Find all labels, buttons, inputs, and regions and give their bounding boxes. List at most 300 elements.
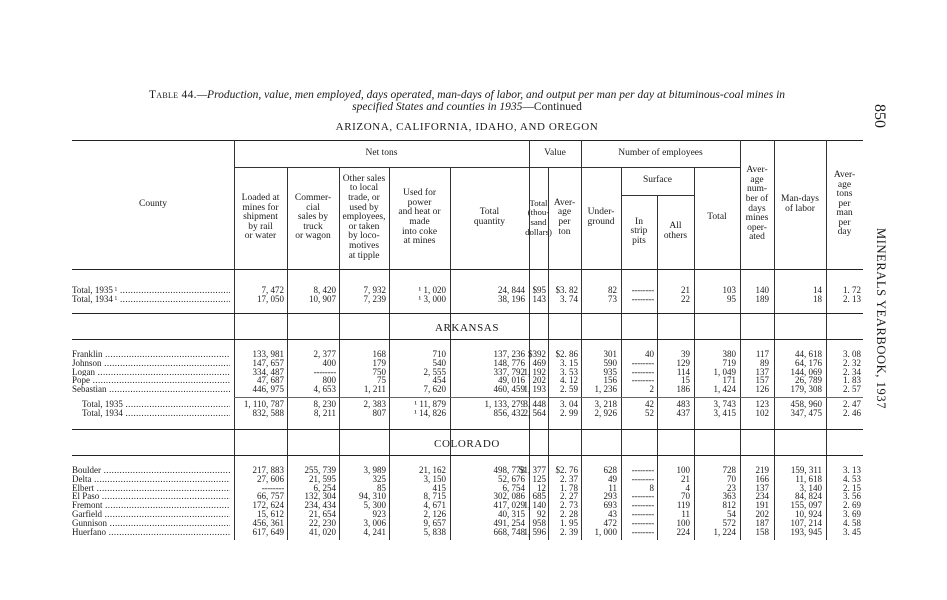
header-bottom-rule bbox=[72, 269, 863, 270]
header-text: Total bbox=[707, 212, 727, 223]
table-cell: 54 bbox=[727, 509, 736, 519]
table-cell: 171 bbox=[722, 375, 736, 386]
header-loaded bbox=[234, 167, 287, 269]
table-cell: 2. 73 bbox=[560, 500, 578, 511]
table-cell: 3, 006 bbox=[363, 517, 386, 528]
county-name: Total, 1934 ..... bbox=[72, 409, 230, 418]
table-cell: 293 bbox=[603, 491, 617, 502]
table-cell: 10, 907 bbox=[309, 293, 336, 304]
table-cell: 628 bbox=[603, 465, 617, 475]
table-cell: 3, 140 bbox=[799, 482, 822, 493]
table-cell: 117 bbox=[755, 349, 769, 359]
header-text: days bbox=[748, 203, 766, 214]
header-text: into coke bbox=[401, 226, 438, 237]
table-cell: 856, 432 bbox=[493, 407, 525, 418]
table-cell: 363 bbox=[722, 491, 736, 502]
subtotal-rule bbox=[234, 397, 863, 398]
table-cell: 22 bbox=[681, 293, 690, 304]
table-cell: $1, 377 bbox=[519, 465, 546, 475]
table-cell: 140 bbox=[755, 285, 769, 295]
header-text: others bbox=[663, 231, 688, 241]
table-cell: 22, 230 bbox=[309, 517, 336, 528]
table-cell bbox=[632, 528, 654, 537]
table-cell: ¹ 14, 826 bbox=[414, 407, 446, 418]
table-cell: 100 bbox=[676, 465, 690, 475]
table-row bbox=[72, 359, 863, 368]
header-text: used by bbox=[349, 202, 379, 213]
header-text: to local bbox=[349, 183, 379, 194]
table-cell: 4, 671 bbox=[423, 500, 446, 511]
table-cell: 125 bbox=[532, 473, 546, 484]
table-cell: 2, 383 bbox=[363, 399, 386, 409]
header-text: pits bbox=[632, 235, 646, 246]
table-cell: 84, 824 bbox=[795, 491, 822, 502]
table-cell: 8, 211 bbox=[313, 407, 336, 418]
table-cell: ¹ 1, 020 bbox=[418, 285, 446, 295]
county-name: Johnson ..... bbox=[72, 359, 230, 368]
table-cell: 728 bbox=[722, 465, 736, 475]
table-cell: 42 bbox=[645, 399, 654, 409]
table-cell: 325 bbox=[372, 473, 386, 484]
table-cell: 2. 37 bbox=[560, 473, 578, 484]
table-cell: 4, 241 bbox=[363, 526, 386, 537]
header-text: by rail bbox=[248, 221, 273, 232]
table-cell: 4, 653 bbox=[313, 384, 336, 395]
table-cell: 8 bbox=[649, 482, 654, 493]
table-cell: 6, 754 bbox=[502, 482, 525, 493]
table-cell: 2 bbox=[649, 384, 654, 395]
table-cell: 400 bbox=[322, 357, 336, 368]
table-cell: 1, 236 bbox=[594, 384, 617, 395]
table-cell: 119 bbox=[676, 500, 690, 511]
caption-suffix: —Continued bbox=[522, 101, 582, 113]
table-cell: 334, 487 bbox=[252, 366, 284, 377]
table-cell: 491, 254 bbox=[493, 517, 525, 528]
table-cell: 137 bbox=[755, 482, 769, 493]
table-cell: 47, 687 bbox=[257, 375, 284, 386]
table-cell: 92 bbox=[537, 509, 546, 519]
table-row bbox=[72, 286, 863, 295]
table-cell: 498, 773 bbox=[493, 465, 525, 475]
table-cell: 540 bbox=[432, 357, 446, 368]
table-cell: 437 bbox=[676, 407, 690, 418]
table-cell: 186 bbox=[676, 384, 690, 395]
table-cell: 719 bbox=[722, 357, 736, 368]
table-cell: 4 bbox=[685, 482, 690, 493]
header-text: or taken bbox=[348, 221, 380, 232]
table-cell: 2, 555 bbox=[423, 366, 446, 377]
table-cell: 44, 618 bbox=[795, 349, 822, 359]
table-cell: 4. 58 bbox=[843, 517, 861, 528]
header-used-power bbox=[389, 167, 450, 269]
table-cell: 3. 13 bbox=[843, 465, 861, 475]
page-number: 850 bbox=[871, 104, 888, 128]
header-surface-label: Surface bbox=[642, 175, 672, 186]
county-name: Franklin ..... bbox=[72, 350, 230, 359]
table-caption bbox=[72, 89, 862, 113]
table-cell: 7, 472 bbox=[261, 285, 284, 295]
table-cell: 217, 883 bbox=[252, 465, 284, 475]
table-cell: 95 bbox=[727, 293, 736, 304]
county-name: Total, 1935 $^1$ ..... bbox=[72, 286, 230, 295]
header-text: at mines bbox=[403, 236, 436, 247]
table-cell: 3, 415 bbox=[713, 407, 736, 418]
table-cell: 75 bbox=[377, 375, 386, 386]
header-number-employees-label: Number of employees bbox=[618, 147, 703, 158]
table-cell: 148, 776 bbox=[493, 357, 525, 368]
table-cell: 693 bbox=[603, 500, 617, 511]
section-title: ARIZONA, CALIFORNIA, IDAHO, AND OREGON bbox=[335, 121, 599, 133]
table-cell: 8, 715 bbox=[423, 491, 446, 502]
table-row bbox=[72, 492, 863, 501]
table-cell: 2. 39 bbox=[560, 526, 578, 537]
header-text: ton bbox=[558, 226, 571, 237]
table-cell: 3. 15 bbox=[560, 357, 578, 368]
header-text: Used for bbox=[403, 188, 436, 199]
table-cell: 147, 657 bbox=[252, 357, 284, 368]
table-cell: 456, 361 bbox=[252, 517, 284, 528]
header-text: Aver- bbox=[833, 169, 856, 180]
header-text: strip bbox=[630, 226, 648, 237]
table-cell: 89 bbox=[760, 357, 769, 368]
table-cell: 1, 000 bbox=[594, 526, 617, 537]
table-cell: 1, 193 bbox=[523, 384, 546, 395]
table-cell: 2. 46 bbox=[843, 407, 861, 418]
table-cell: 2. 28 bbox=[560, 509, 578, 519]
table-cell: 2, 126 bbox=[423, 509, 446, 519]
header-total-employees bbox=[694, 167, 740, 269]
header-text: Commer- bbox=[294, 193, 332, 204]
table-row bbox=[72, 484, 863, 493]
county-name: Elbert ..... bbox=[72, 484, 230, 493]
table-cell: 685 bbox=[532, 491, 546, 502]
table-cell: 1, 224 bbox=[713, 526, 736, 537]
table-cell: 7, 620 bbox=[423, 384, 446, 395]
table-cell: 94, 310 bbox=[359, 491, 386, 502]
table-cell: 49, 016 bbox=[498, 375, 525, 386]
header-text: shipment bbox=[243, 212, 278, 223]
table-row bbox=[72, 475, 863, 484]
header-text: In bbox=[635, 216, 643, 227]
table-cell: 11 bbox=[608, 482, 617, 493]
table-cell: 202 bbox=[755, 509, 769, 519]
table-cell: 10, 924 bbox=[795, 509, 822, 519]
table-cell: 4. 53 bbox=[843, 473, 861, 484]
header-text: ated bbox=[749, 232, 765, 243]
header-text: ber of bbox=[745, 193, 769, 204]
state-heading-colorado: COLORADO bbox=[434, 438, 500, 450]
table-cell: 114 bbox=[676, 366, 690, 377]
table-cell: 3. 08 bbox=[843, 349, 861, 359]
table-cell: 52, 676 bbox=[498, 473, 525, 484]
table-cell: 483 bbox=[676, 399, 690, 409]
table-cell: 469 bbox=[532, 357, 546, 368]
table-cell: 179, 308 bbox=[790, 384, 822, 395]
header-avg-days bbox=[740, 140, 774, 269]
table-cell: 43 bbox=[608, 509, 617, 519]
table-cell: 347, 475 bbox=[790, 407, 822, 418]
table-cell: 5, 300 bbox=[363, 500, 386, 511]
table-cell: 40 bbox=[645, 349, 654, 359]
table-cell: 1, 424 bbox=[713, 384, 736, 395]
table-cell: 3. 53 bbox=[560, 366, 578, 377]
table-cell: 8, 230 bbox=[313, 399, 336, 409]
table-cell: 2. 57 bbox=[843, 384, 861, 395]
table-cell: 103 bbox=[722, 285, 736, 295]
table-cell: 3, 218 bbox=[594, 399, 617, 409]
header-text: num- bbox=[746, 184, 768, 195]
header-text: truck bbox=[303, 221, 323, 232]
header-total-value bbox=[525, 167, 552, 269]
table-cell: 234 bbox=[755, 491, 769, 502]
header-underground bbox=[581, 167, 621, 269]
table-cell: 39 bbox=[681, 349, 690, 359]
table-cell: 38, 196 bbox=[498, 293, 525, 304]
table-cell: 1, 192 bbox=[523, 366, 546, 377]
table-cell: 1. 72 bbox=[843, 285, 861, 295]
table-cell: 73 bbox=[608, 293, 617, 304]
table-cell: 11, 618 bbox=[795, 473, 822, 484]
header-text: power bbox=[407, 197, 432, 208]
table-cell: 21, 595 bbox=[309, 473, 336, 484]
table-cell: 2. 15 bbox=[843, 482, 861, 493]
table-cell: 958 bbox=[532, 517, 546, 528]
table-cell: 832, 588 bbox=[252, 407, 284, 418]
table-cell: ¹ 11, 879 bbox=[414, 399, 446, 409]
table-cell: 3. 56 bbox=[843, 491, 861, 502]
table-cell: 21, 162 bbox=[419, 465, 446, 475]
table-cell: 137, 236 bbox=[493, 349, 525, 359]
table-cell: 23 bbox=[727, 482, 736, 493]
header-text: by loco- bbox=[348, 231, 380, 242]
table-cell: 107, 214 bbox=[790, 517, 822, 528]
header-text: Loaded at bbox=[241, 193, 280, 204]
header-text: age bbox=[750, 174, 764, 185]
table-cell: 3, 743 bbox=[713, 399, 736, 409]
footnote-marker: 1 bbox=[112, 287, 118, 293]
table-cell: 2, 377 bbox=[313, 349, 336, 359]
table-cell: 100 bbox=[676, 517, 690, 528]
section-rule bbox=[72, 429, 863, 430]
header-total-quantity bbox=[450, 167, 529, 269]
section-rule bbox=[72, 455, 863, 456]
table-cell: 24, 844 bbox=[498, 285, 525, 295]
table-cell: 935 bbox=[603, 366, 617, 377]
table-cell: 7, 239 bbox=[363, 293, 386, 304]
table-row bbox=[72, 368, 863, 377]
header-text: per bbox=[558, 217, 571, 227]
table-cell: 1. 78 bbox=[560, 482, 578, 493]
header-text: quantity bbox=[473, 217, 506, 227]
table-cell: 168 bbox=[372, 349, 386, 359]
table-cell: 193, 945 bbox=[790, 526, 822, 537]
header-surface bbox=[621, 167, 694, 195]
county-name: Pope ..... bbox=[72, 376, 230, 385]
table-cell: 15 bbox=[681, 375, 690, 386]
table-cell: 21 bbox=[681, 285, 690, 295]
table-cell: 187 bbox=[755, 517, 769, 528]
table-cell: 18 bbox=[813, 293, 822, 304]
table-cell: 224 bbox=[676, 526, 690, 537]
county-name: Total, 1934 $^1$ ..... bbox=[72, 295, 230, 304]
table-cell: 2, 564 bbox=[523, 407, 546, 418]
table-cell: 137 bbox=[755, 366, 769, 377]
header-text: oper- bbox=[747, 222, 767, 233]
table-cell: 1, 049 bbox=[713, 366, 736, 377]
table-cell: 133, 981 bbox=[252, 349, 284, 359]
header-text: Total bbox=[529, 197, 548, 208]
table-cell: 3, 150 bbox=[423, 473, 446, 484]
header-text: made bbox=[409, 217, 430, 227]
table-cell: 3, 448 bbox=[523, 399, 546, 409]
header-net-tons-label: Net tons bbox=[365, 147, 398, 158]
table-cell: 66, 757 bbox=[257, 491, 284, 502]
header-text: Aver- bbox=[553, 197, 576, 208]
table-cell: 132, 304 bbox=[304, 491, 336, 502]
table-cell: 156 bbox=[603, 375, 617, 386]
table-row bbox=[72, 385, 863, 394]
county-name: Garfield ..... bbox=[72, 510, 230, 519]
table-cell: 2. 13 bbox=[843, 293, 861, 304]
table-cell: 4. 12 bbox=[560, 375, 578, 386]
header-text: mines bbox=[745, 213, 769, 224]
table-cell: 202 bbox=[532, 375, 546, 386]
table-cell: 126 bbox=[755, 384, 769, 395]
table-cell: 750 bbox=[372, 366, 386, 377]
table-cell: 21, 654 bbox=[309, 509, 336, 519]
table-cell: 2. 34 bbox=[843, 366, 861, 377]
header-text: or water bbox=[244, 231, 277, 242]
table-row bbox=[72, 376, 863, 385]
table-cell: 337, 792 bbox=[493, 366, 525, 377]
table-cell: 454 bbox=[432, 375, 446, 386]
header-text: ground bbox=[587, 217, 615, 227]
table-cell: 12 bbox=[537, 482, 546, 493]
table-cell: 17, 050 bbox=[257, 293, 284, 304]
header-man-days bbox=[774, 140, 826, 269]
county-name: Boulder ..... bbox=[72, 466, 230, 475]
header-text: motives bbox=[348, 240, 380, 251]
table-cell: 41, 020 bbox=[309, 526, 336, 537]
caption-lead: Table 44. bbox=[148, 89, 197, 101]
table-cell: 415 bbox=[432, 482, 446, 493]
table-cell: 255, 739 bbox=[304, 465, 336, 475]
header-text: sand bbox=[530, 217, 547, 227]
county-name: El Paso ..... bbox=[72, 492, 230, 501]
table-row bbox=[72, 400, 863, 409]
table-row bbox=[72, 350, 863, 359]
table-cell: $3. 82 bbox=[555, 285, 578, 295]
table-row bbox=[72, 528, 863, 537]
table-cell: 5, 838 bbox=[423, 526, 446, 537]
header-text: day bbox=[837, 227, 852, 238]
header-avg-per-ton bbox=[548, 167, 581, 269]
header-text: Man-days bbox=[781, 193, 819, 204]
table-cell: 1, 140 bbox=[523, 500, 546, 511]
table-cell: 800 bbox=[322, 375, 336, 386]
table-cell: 590 bbox=[603, 357, 617, 368]
header-text: at tipple bbox=[348, 250, 380, 261]
county-name: Logan ..... bbox=[72, 368, 230, 377]
table-cell: 3, 989 bbox=[363, 465, 386, 475]
table-cell: 179 bbox=[372, 357, 386, 368]
table-cell: 102 bbox=[755, 407, 769, 418]
table-cell: 8, 420 bbox=[313, 285, 336, 295]
header-text: tons bbox=[836, 189, 853, 200]
running-head: MINERALS YEARBOOK, 1937 bbox=[874, 228, 888, 410]
table-cell: 155, 097 bbox=[790, 500, 822, 511]
table-cell: 812 bbox=[722, 500, 736, 511]
table-cell: 617, 649 bbox=[252, 526, 284, 537]
table-cell: 301 bbox=[603, 349, 617, 359]
table-cell: 129 bbox=[676, 357, 690, 368]
table-cell: 3. 45 bbox=[843, 526, 861, 537]
table-cell: 27, 606 bbox=[257, 473, 284, 484]
table-cell: 7, 932 bbox=[363, 285, 386, 295]
county-name: Gunnison ..... bbox=[72, 519, 230, 528]
table-cell: 3. 69 bbox=[843, 509, 861, 519]
table-cell: 172, 624 bbox=[252, 500, 284, 511]
header-text: Total bbox=[479, 207, 500, 218]
table-cell: 380 bbox=[722, 349, 736, 359]
table-cell: $95 bbox=[532, 285, 546, 295]
table-cell: 14 bbox=[813, 285, 822, 295]
table-cell bbox=[632, 295, 654, 304]
table-cell: 52 bbox=[645, 407, 654, 418]
header-text: age bbox=[837, 179, 852, 190]
table-cell: 70 bbox=[681, 491, 690, 502]
caption-line2: specified States and counties in 1935 bbox=[352, 101, 523, 113]
table-cell: 49 bbox=[608, 473, 617, 484]
table-cell: 191 bbox=[755, 500, 769, 511]
table-row bbox=[72, 409, 863, 418]
header-text: per bbox=[838, 217, 851, 228]
table-cell: $2. 76 bbox=[555, 465, 578, 475]
table-cell: 417, 029 bbox=[493, 500, 525, 511]
header-text: All bbox=[669, 221, 682, 232]
header-text: mines for bbox=[242, 202, 279, 213]
state-heading-arkansas: ARKANSAS bbox=[434, 322, 500, 334]
header-text: man bbox=[836, 208, 853, 219]
header-text: employees, bbox=[342, 212, 386, 223]
county-name: Sebastian ..... bbox=[72, 385, 230, 394]
header-in-strip-pits bbox=[621, 195, 657, 269]
header-text: Aver- bbox=[746, 165, 768, 176]
header-text: Other sales bbox=[342, 173, 386, 184]
table-cell: 572 bbox=[722, 517, 736, 528]
table-cell: 2. 32 bbox=[843, 357, 861, 368]
table-cell: 234, 434 bbox=[304, 500, 336, 511]
table-cell: 472 bbox=[603, 517, 617, 528]
table-row bbox=[72, 466, 863, 475]
table-cell: 2. 69 bbox=[843, 500, 861, 511]
county-name: Total, 1935 ..... bbox=[72, 400, 230, 409]
table-cell: 2. 99 bbox=[560, 407, 578, 418]
table-cell: 807 bbox=[372, 407, 386, 418]
header-text: or wagon bbox=[295, 231, 331, 242]
header-net-tons bbox=[234, 140, 529, 167]
header-value bbox=[529, 140, 581, 167]
table-cell: 2, 926 bbox=[594, 407, 617, 418]
table-cell: 1. 83 bbox=[843, 375, 861, 386]
header-text: cial bbox=[306, 202, 320, 213]
table-cell: 9, 657 bbox=[423, 517, 446, 528]
table-cell: 189 bbox=[755, 293, 769, 304]
table-cell: 2. 59 bbox=[560, 384, 578, 395]
table-cell: 11 bbox=[681, 509, 690, 519]
header-avg-tons bbox=[826, 140, 863, 269]
county-name: Fremont ..... bbox=[72, 501, 230, 510]
